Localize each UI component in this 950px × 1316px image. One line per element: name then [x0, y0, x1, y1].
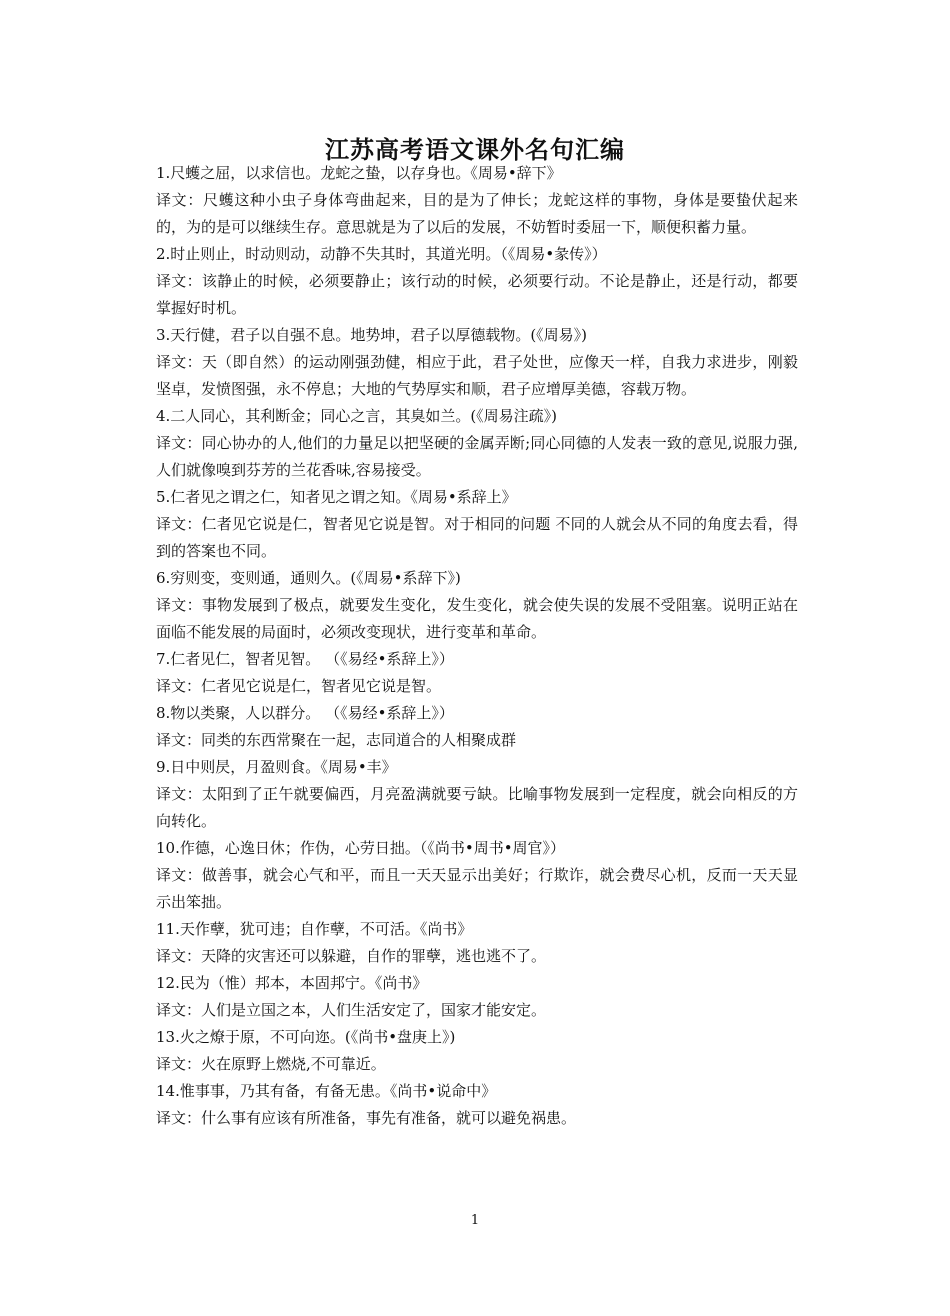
quote-1: 1.尺蠖之屈，以求信也。龙蛇之蛰，以存身也。《周易•辞下》	[156, 164, 562, 182]
translation-5: 译文：仁者见它说是仁，智者见它说是智。对于相同的问题 不同的人就会从不同的角度去看，得到的答案也不同。	[156, 515, 798, 560]
quote-11: 11.天作孽，犹可违；自作孽，不可活。《尚书》	[156, 920, 473, 938]
document-title: 江苏高考语文课外名句汇编	[325, 135, 625, 164]
quote-3: 3.天行健，君子以自强不息。地势坤，君子以厚德载物。(《周易》)	[156, 326, 588, 344]
translation-4: 译文：同心协办的人,他们的力量足以把坚硬的金属弄断;同心同德的人发表一致的意见,说服力强,人们就像嗅到芬芳的兰花香味,容易接受。	[156, 434, 798, 479]
quote-5: 5.仁者见之谓之仁，知者见之谓之知。《周易•系辞上》	[156, 488, 517, 506]
translation-9: 译文：太阳到了正午就要偏西，月亮盈满就要亏缺。比喻事物发展到一定程度，就会向相反的方向转化。	[156, 785, 798, 830]
translation-1: 译文：尺蠖这种小虫子身体弯曲起来，目的是为了伸长；龙蛇这样的事物，身体是要蛰伏起来的，为的是可以继续生存。意思就是为了以后的发展，不妨暂时委屈一下，顺便积蓄力量。	[156, 191, 798, 236]
quote-7: 7.仁者见仁，智者见智。 （《易经•系辞上》）	[156, 650, 454, 668]
quote-4: 4.二人同心，其利断金；同心之言，其臭如兰。(《周易注疏》)	[156, 407, 558, 425]
quote-8: 8.物以类聚，人以群分。 （《易经•系辞上》）	[156, 704, 454, 722]
quote-6: 6.穷则变，变则通，通则久。(《周易•系辞下》)	[156, 569, 461, 587]
translation-14: 译文：什么事有应该有所准备，事先有准备，就可以避免祸患。	[156, 1109, 577, 1127]
translation-7: 译文：仁者见它说是仁，智者见它说是智。	[156, 677, 442, 695]
quote-14: 14.惟事事，乃其有备，有备无患。《尚书•说命中》	[156, 1082, 497, 1100]
document-body	[156, 160, 798, 1132]
quote-13: 13.火之燎于原，不可向迩。(《尚书•盘庚上》)	[156, 1028, 456, 1046]
quote-2: 2.时止则止，时动则动，动静不失其时，其道光明。（《周易•彖传》）	[156, 245, 607, 263]
quote-10: 10.作德，心逸日休；作伪，心劳日拙。（《尚书•周书•周官》）	[156, 839, 566, 857]
translation-12: 译文：人们是立国之本，人们生活安定了，国家才能安定。	[156, 1001, 547, 1019]
translation-13: 译文：火在原野上燃烧,不可靠近。	[156, 1055, 386, 1073]
page-number: 1	[470, 1213, 480, 1228]
translation-8: 译文：同类的东西常聚在一起，志同道合的人相聚成群	[156, 731, 517, 749]
translation-11: 译文：天降的灾害还可以躲避，自作的罪孽，逃也逃不了。	[156, 947, 547, 965]
quote-9: 9.日中则昃，月盈则食。《周易•丰》	[156, 758, 397, 776]
translation-6: 译文：事物发展到了极点，就要发生变化，发生变化，就会使失误的发展不受阻塞。说明正站在面临不能发展的局面时，必须改变现状，进行变革和革命。	[156, 596, 798, 641]
translation-10: 译文：做善事，就会心气和平，而且一天天显示出美好；行欺诈，就会费尽心机，反而一天天显示出笨拙。	[156, 866, 798, 911]
translation-3: 译文：天（即自然）的运动刚强劲健，相应于此，君子处世，应像天一样，自我力求进步，刚毅坚卓，发愤图强，永不停息；大地的气势厚实和顺，君子应增厚美德，容载万物。	[156, 353, 798, 398]
quote-12: 12.民为（惟）邦本，本固邦宁。《尚书》	[156, 974, 428, 992]
translation-2: 译文：该静止的时候，必须要静止；该行动的时候，必须要行动。不论是静止，还是行动，都要掌握好时机。	[156, 272, 798, 317]
